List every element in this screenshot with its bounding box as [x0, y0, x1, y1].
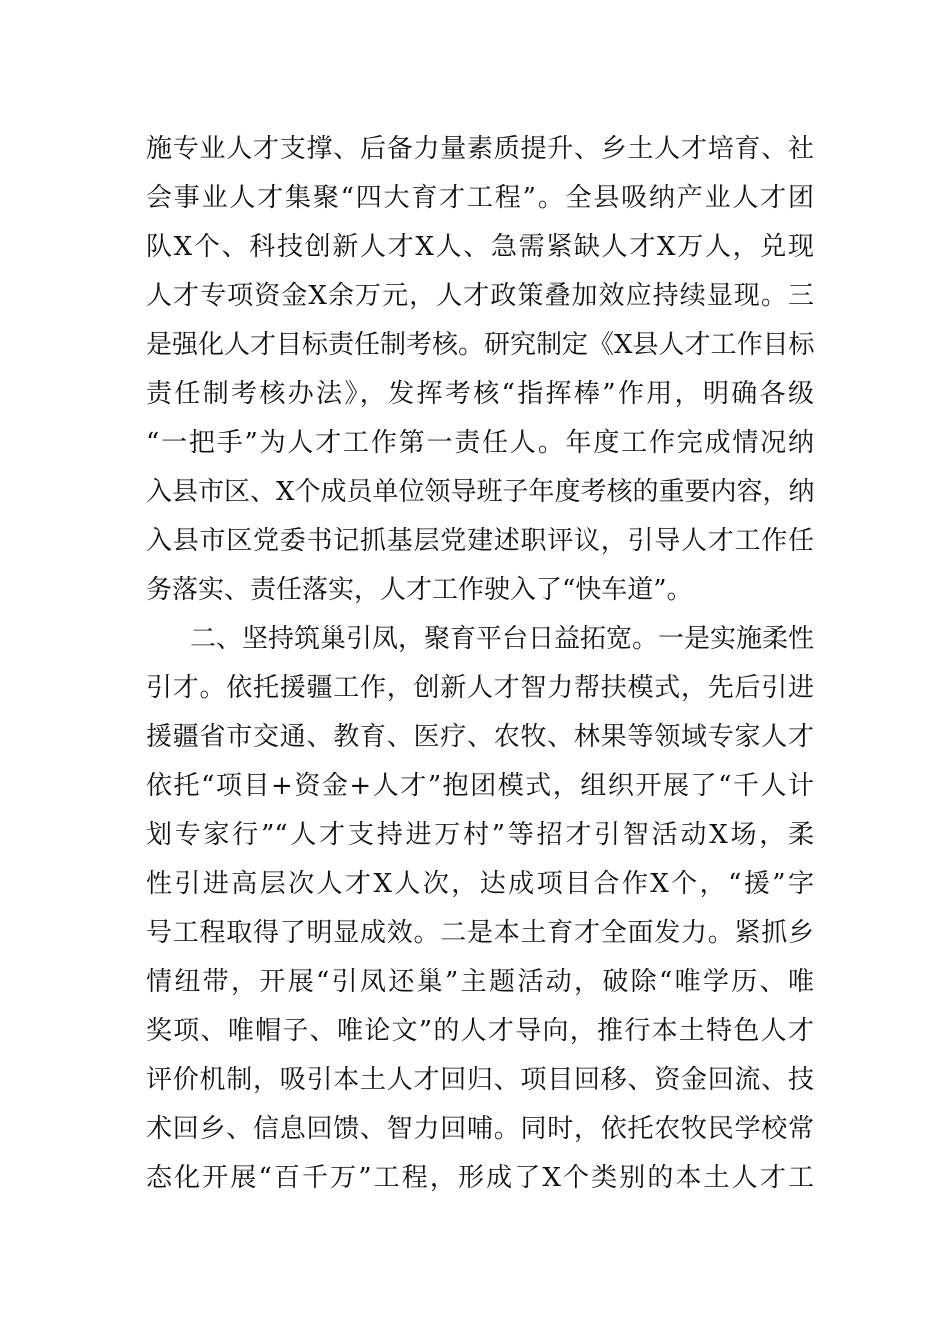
text-line-8: 入县市区、X个成员单位领导班子年度考核的重要内容，纳: [146, 477, 815, 507]
text-line-9: 入县市区党委书记抓基层党建述职评议，引导人才工作任: [146, 526, 814, 556]
text-line-19: 奖项、唯帽子、唯论文”的人才导向，推行本土特色人才: [146, 1016, 814, 1046]
text-line-1: 施专业人才支撑、后备力量素质提升、乡土人才培育、社: [146, 134, 814, 164]
text-line-10: 务落实、责任落实，人才工作驶入了“快车道”。: [146, 575, 693, 605]
text-line-14: 依托“项目+资金+人才”抱团模式，组织开展了“千人计: [146, 771, 814, 801]
text-line-17: 号工程取得了明显成效。二是本土育才全面发力。紧抓乡: [146, 918, 814, 948]
text-line-16: 性引进高层次人才X人次，达成项目合作X个，“援”字: [146, 869, 814, 899]
text-line-5: 是强化人才目标责任制考核。研究制定《X县人才工作目标: [146, 330, 815, 360]
text-line-15: 划专家行”“人才支持进万村”等招才引智活动X场，柔: [146, 820, 814, 850]
body-text: [146, 125, 814, 1203]
text-line-6: 责任制考核办法》，发挥考核“指挥棒”作用，明确各级: [146, 379, 814, 409]
text-line-18: 情纽带，开展“引凤还巢”主题活动，破除“唯学历、唯: [146, 967, 814, 997]
text-line-11: 二、坚持筑巢引凤，聚育平台日益拓宽。一是实施柔性: [190, 624, 815, 654]
text-line-22: 态化开展“百千万”工程，形成了X个类别的本土人才工: [146, 1163, 814, 1193]
text-line-21: 术回乡、信息回馈、智力回哺。同时，依托农牧民学校常: [146, 1114, 814, 1144]
text-line-7: “一把手”为人才工作第一责任人。年度工作完成情况纳: [146, 428, 814, 458]
text-line-20: 评价机制，吸引本土人才回归、项目回移、资金回流、技: [146, 1065, 814, 1095]
text-line-3: 队X个、科技创新人才X人、急需紧缺人才X万人，兑现: [146, 232, 814, 262]
text-line-13: 援疆省市交通、教育、医疗、农牧、林果等领域专家人才: [146, 722, 814, 752]
text-line-4: 人才专项资金X余万元，人才政策叠加效应持续显现。三: [146, 281, 814, 311]
text-line-2: 会事业人才集聚“四大育才工程”。全县吸纳产业人才团: [146, 183, 814, 213]
text-line-12: 引才。依托援疆工作，创新人才智力帮扶模式，先后引进: [146, 673, 814, 703]
